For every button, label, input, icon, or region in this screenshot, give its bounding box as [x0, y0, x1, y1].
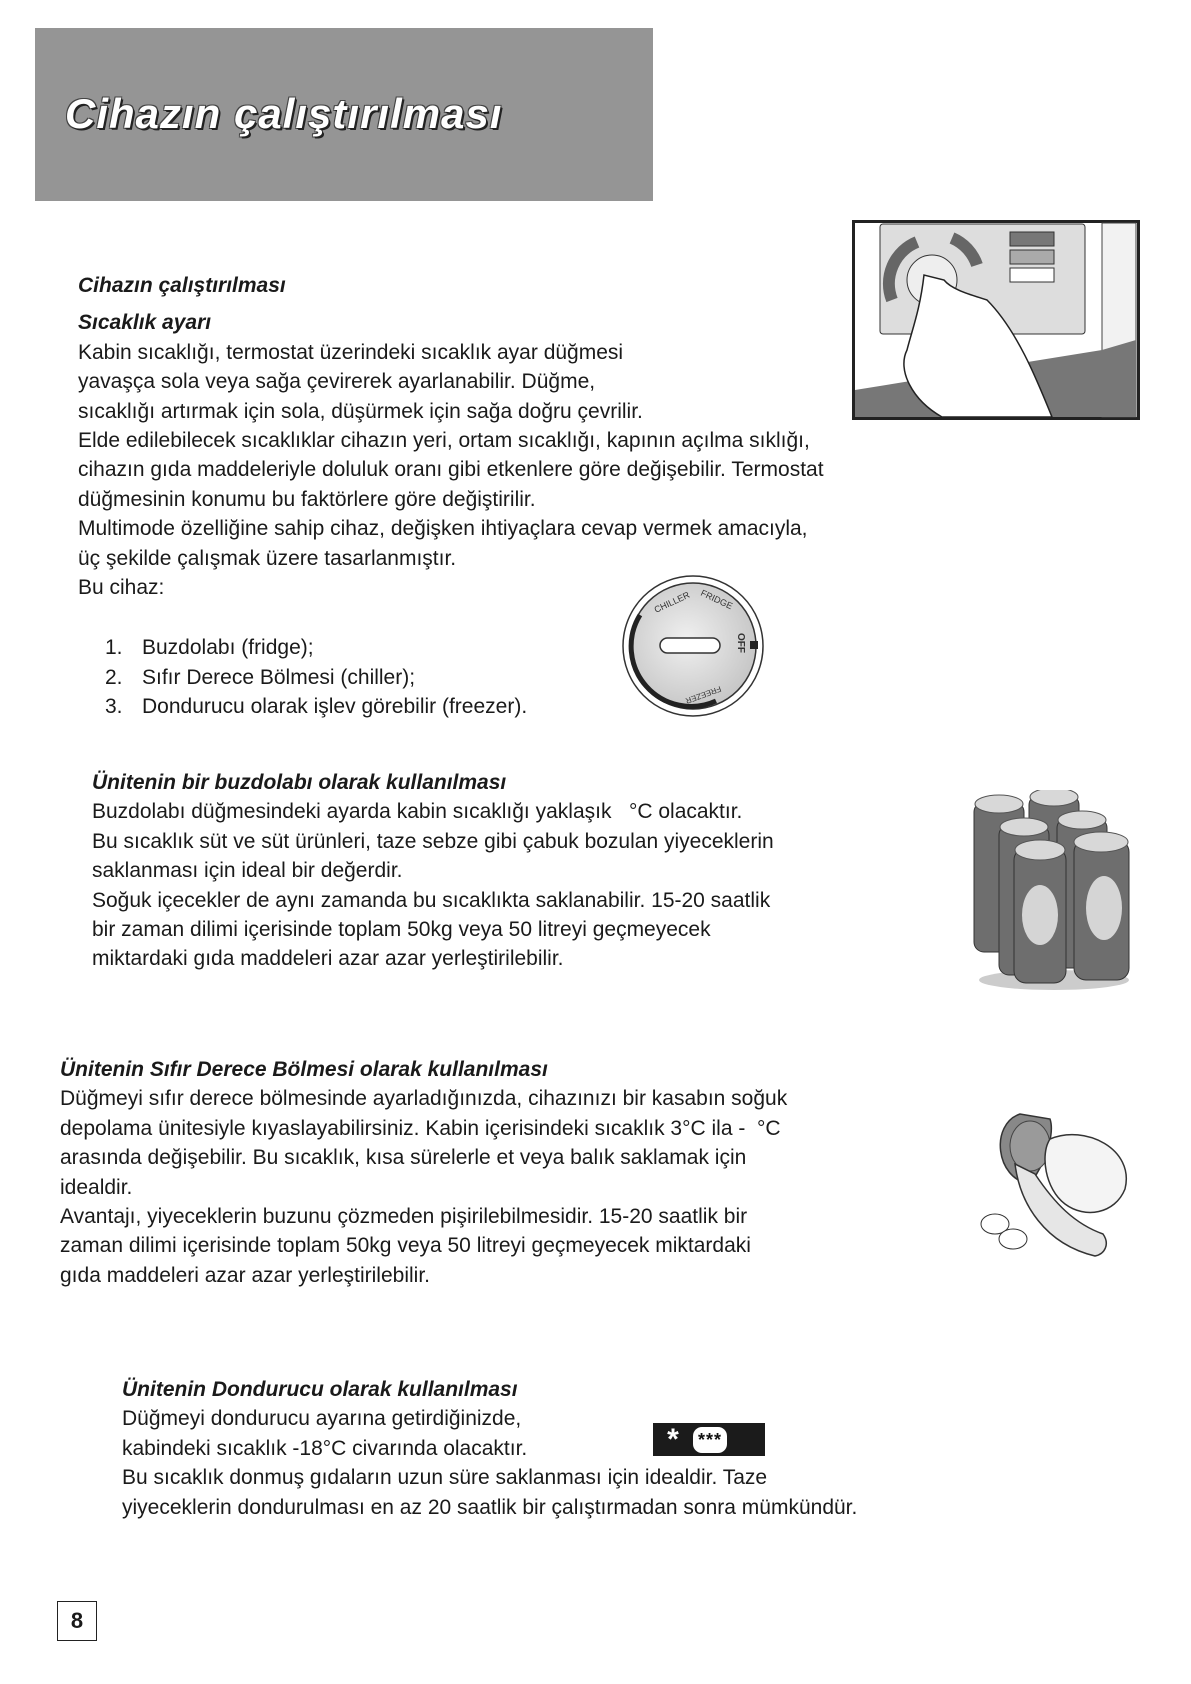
paragraph-line: gıda maddeleri azar azar yerleştirilebilir. — [60, 1263, 430, 1287]
dial-label-fridge: FRIDGE — [699, 587, 735, 612]
paragraph-line: Buzdolabı düğmesindeki ayarda kabin sıcaklığı yaklaşık °C olacaktır. — [92, 800, 743, 824]
mode-list — [105, 633, 527, 722]
list-text: Dondurucu olarak işlev görebilir (freezer). — [142, 695, 528, 719]
meat-fish-illustration — [975, 1094, 1135, 1264]
section-heading: Ünitenin bir buzdolabı olarak kullanılması — [92, 771, 507, 794]
page-title: Cihazın çalıştırılması — [65, 90, 503, 137]
paragraph-line: kabindeki sıcaklık -18°C civarında olacaktır. — [122, 1436, 528, 1460]
paragraph-line: Avantajı, yiyeceklerin buzunu çözmeden pişirilebilmesidir. 15-20 saatlik bir — [60, 1205, 748, 1229]
section-intro — [78, 271, 824, 602]
paragraph-line: Multimode özelliğine sahip cihaz, değişken ihtiyaçlara cevap vermek amacıyla, — [78, 517, 808, 541]
dial-label-chiller: CHILLER — [652, 589, 692, 615]
section-subheading: Sıcaklık ayarı — [78, 311, 212, 335]
section-heading: Ünitenin Dondurucu olarak kullanılması — [122, 1378, 518, 1401]
paragraph-line: Bu sıcaklık donmuş gıdaların uzun süre saklanması için idealdir. Taze — [122, 1466, 768, 1490]
paragraph-line: Kabin sıcaklığı, termostat üzerindeki sıcaklık ayar düğmesi — [78, 340, 624, 364]
paragraph-line: Düğmeyi sıfır derece bölmesinde ayarladığınızda, cihazınızı bir kasabın soğuk — [60, 1087, 788, 1111]
beverage-cans-illustration — [969, 790, 1134, 992]
paragraph-line: zaman dilimi içerisinde toplam 50kg veya 50 litreyi geçmeyecek miktardaki — [60, 1234, 751, 1258]
paragraph-line: düğmesinin konumu bu faktörlere göre değiştirilir. — [78, 487, 536, 511]
list-text: Sıfır Derece Bölmesi (chiller); — [142, 665, 416, 689]
dial-label-off: OFF — [735, 633, 746, 653]
section-heading: Ünitenin Sıfır Derece Bölmesi olarak kullanılması — [60, 1058, 548, 1081]
list-number: 1. — [105, 636, 123, 659]
paragraph-line: saklanması için ideal bir değerdir. — [92, 859, 403, 883]
paragraph-line: cihazın gıda maddeleriyle doluluk oranı gibi etkenlere göre değişebilir. Termostat — [78, 458, 824, 482]
list-item — [105, 633, 527, 663]
list-number: 2. — [105, 665, 123, 689]
paragraph-line: miktardaki gıda maddeleri azar azar yerleştirilebilir. — [92, 947, 564, 971]
paragraph-line: üç şekilde çalışmak üzere tasarlanmıştır. — [78, 546, 457, 570]
section-chiller — [60, 1055, 787, 1290]
list-number: 3. — [105, 695, 123, 719]
list-item — [105, 692, 527, 722]
thermostat-hand-illustration — [852, 220, 1140, 420]
paragraph-line: arasında değişebilir. Bu sıcaklık, kısa sürelerle et veya balık saklamak için — [60, 1146, 747, 1170]
paragraph-line: Bu sıcaklık süt ve süt ürünleri, taze sebze gibi çabuk bozulan yiyeceklerin — [92, 829, 774, 853]
paragraph-line: yiyeceklerin dondurulması en az 20 saatlik bir çalıştırmadan sonra mümkündür. — [122, 1495, 858, 1519]
dial-label-freezer: FREEZER — [684, 684, 723, 706]
thermostat-dial-icon — [620, 573, 770, 723]
snowflake-icon: * — [667, 1422, 679, 1456]
paragraph-line: Bu cihaz: — [78, 576, 165, 600]
page-title-banner — [35, 28, 653, 201]
three-star-icon: *** — [693, 1427, 727, 1453]
paragraph-line: idealdir. — [60, 1175, 133, 1199]
paragraph-line: Elde edilebilecek sıcaklıklar cihazın yeri, ortam sıcaklığı, kapının açılma sıklığı, — [78, 429, 810, 453]
list-item — [105, 663, 527, 693]
freezer-star-rating-badge — [653, 1423, 765, 1456]
paragraph-line: yavaşça sola veya sağa çevirerek ayarlanabilir. Düğme, — [78, 370, 596, 394]
paragraph-line: Düğmeyi dondurucu ayarına getirdiğinizde, — [122, 1407, 522, 1431]
section-fridge — [92, 768, 774, 974]
list-text: Buzdolabı (fridge); — [142, 636, 314, 659]
paragraph-line: Soğuk içecekler de aynı zamanda bu sıcaklıkta saklanabilir. 15-20 saatlik — [92, 888, 771, 912]
page-number: 8 — [57, 1601, 97, 1641]
paragraph-line: depolama ünitesiyle kıyaslayabilirsiniz. Kabin içerisindeki sıcaklık 3°C ila - °C — [60, 1116, 781, 1140]
paragraph-line: bir zaman dilimi içerisinde toplam 50kg veya 50 litreyi geçmeyecek — [92, 918, 711, 942]
section-heading: Cihazın çalıştırılması — [78, 274, 286, 297]
paragraph-line: sıcaklığı artırmak için sola, düşürmek için sağa doğru çevrilir. — [78, 399, 643, 423]
